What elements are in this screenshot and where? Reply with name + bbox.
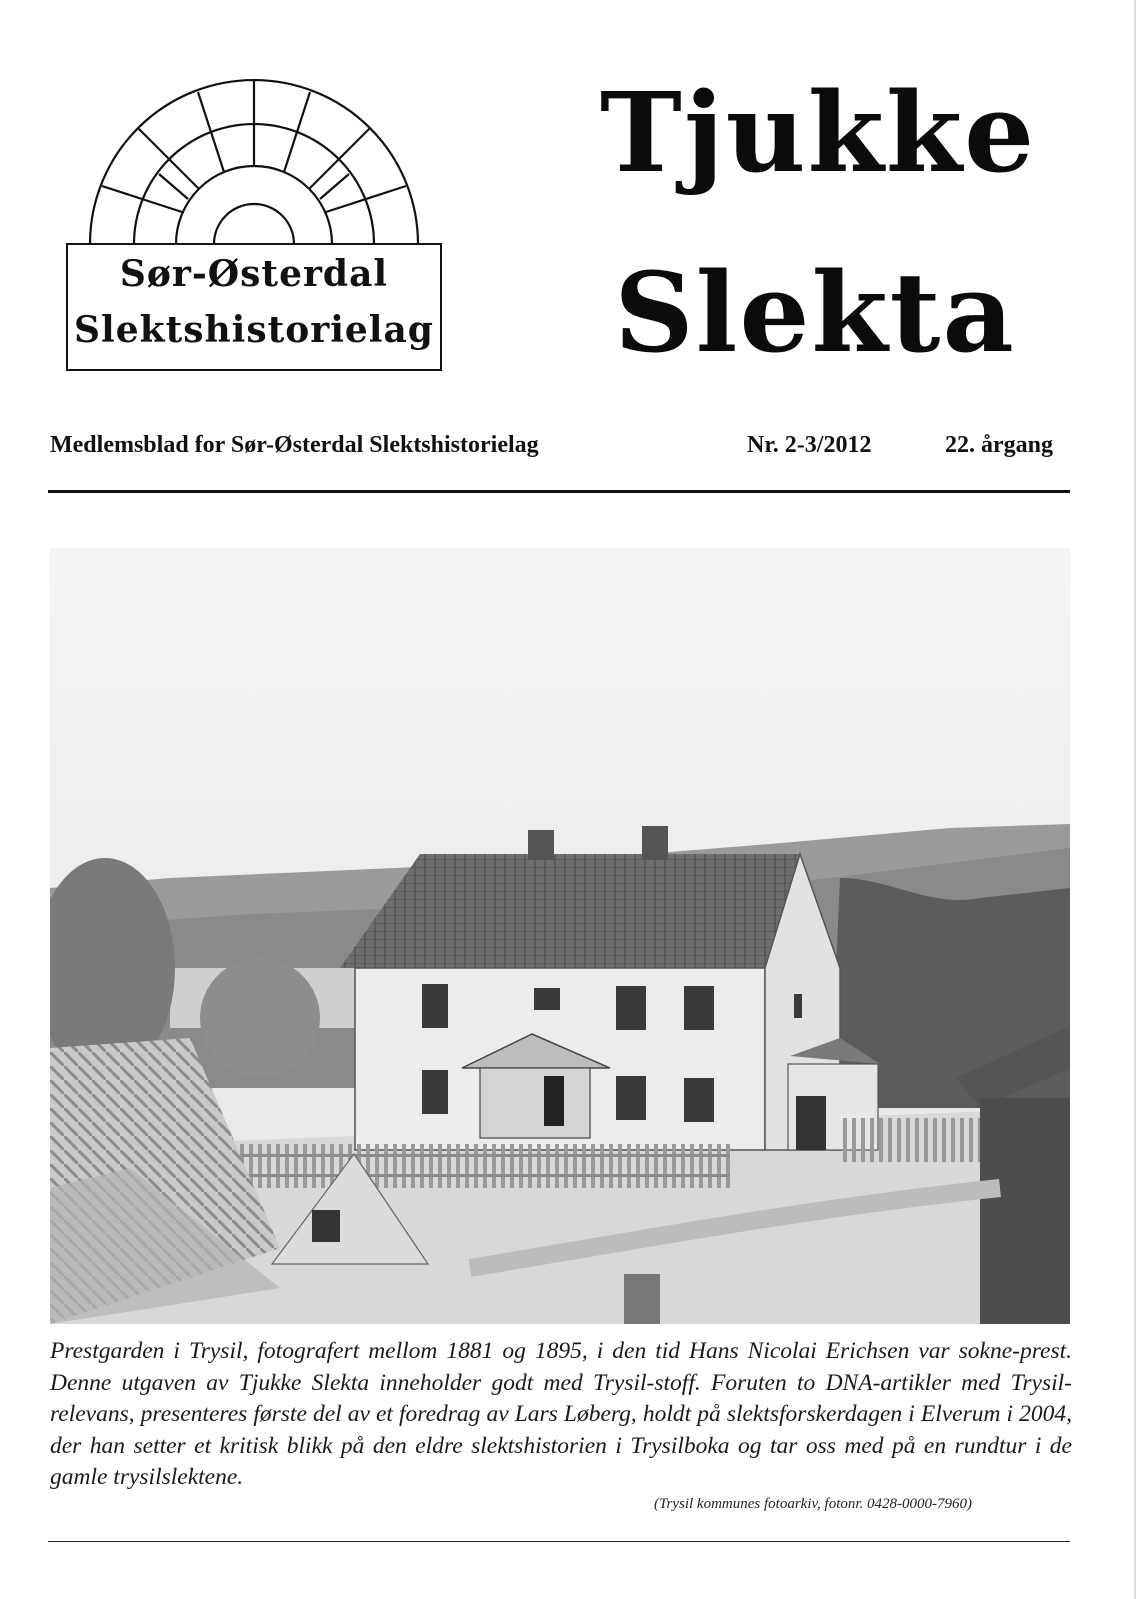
society-logo (64, 78, 444, 374)
masthead-title-word-1: Tjukke (600, 68, 1037, 197)
photo-caption: Prestgarden i Trysil, fotografert mellom 1881 og 1895, i den tid Hans Nicolai Erichsen var sokne-prest. Denne utgaven av Tjukke Slekta inneholder godt med Trysil-stoff. Foruten to DNA-artikler med Trysil-relevans, presenteres første del av et foredrag av Lars Løberg, holdt på slektsforskerdagen i Elverum i 2004, der han setter et kritisk blikk på den eldre slektshistorien i Trysilboka og tar oss med på en rundtur i de gamle trysilslektene. (50, 1338, 1072, 1490)
footer-divider (48, 1541, 1070, 1542)
masthead-title-word-2: Slekta (614, 248, 1016, 377)
photo-credit: (Trysil kommunes fotoarkiv, fotonr. 0428-0000-7960) (654, 1496, 973, 1512)
cover-photo (50, 548, 1070, 1324)
volume-year: 22. årgang (945, 432, 1053, 458)
logo-nameplate (66, 243, 442, 371)
logo-line-2: Slektshistorielag (74, 309, 434, 351)
logo-arch-graphic (64, 78, 444, 258)
issue-number: Nr. 2-3/2012 (747, 432, 872, 458)
header-divider (48, 490, 1070, 493)
page-edge-shadow (1134, 0, 1136, 1599)
logo-line-1: Sør-Østerdal (119, 253, 389, 295)
publication-subtitle: Medlemsblad for Sør-Østerdal Slektshistorielag (50, 432, 539, 458)
